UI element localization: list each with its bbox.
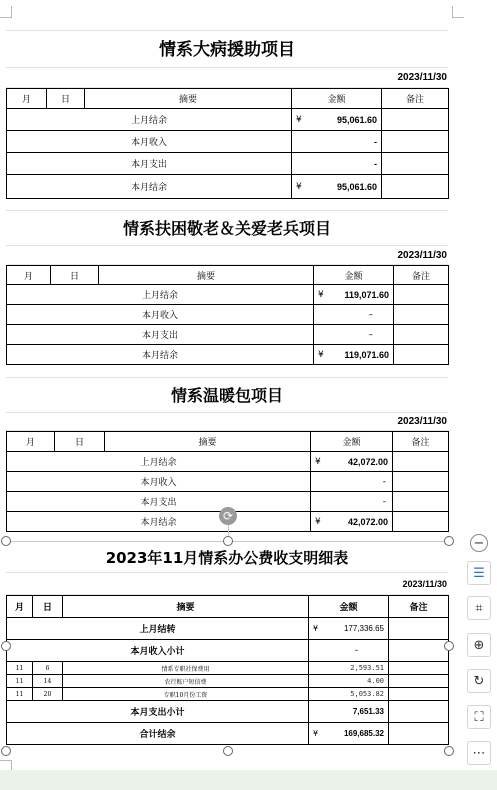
- item-desc: 专职10月份工资: [63, 688, 309, 701]
- collapse-icon[interactable]: −: [470, 534, 488, 552]
- table-row: [7, 285, 449, 305]
- amount-value: 119,071.60: [344, 289, 389, 300]
- total-label: 合计结余: [7, 723, 309, 745]
- row-amount: [314, 345, 394, 365]
- crop-icon[interactable]: ⌗: [467, 596, 491, 620]
- table-row: [7, 472, 449, 492]
- status-bar: [0, 770, 497, 790]
- resize-handle[interactable]: [1, 641, 11, 651]
- page-corner-mark: [452, 6, 464, 18]
- currency-symbol: ¥: [296, 114, 302, 125]
- row-label: 本月支出: [7, 492, 311, 512]
- more-icon[interactable]: ⋯: [467, 741, 491, 765]
- rotate-icon[interactable]: ↻: [467, 669, 491, 693]
- item-desc: 农行账户短信费: [63, 675, 309, 688]
- row-amount: -: [311, 492, 393, 512]
- amount-value: 95,061.60: [336, 114, 377, 125]
- row-remark: [389, 688, 449, 701]
- amount-value: 42,072.00: [347, 516, 388, 527]
- section-date: 2023/11/30: [6, 246, 448, 265]
- table-header-row: [7, 89, 449, 109]
- resize-handle[interactable]: [1, 746, 11, 756]
- item-amount: 2,593.51: [309, 662, 389, 675]
- header-remark: 备注: [394, 266, 449, 285]
- header-summary: 摘要: [63, 596, 309, 618]
- section-title: 情系扶困敬老＆关爱老兵项目: [6, 210, 448, 246]
- currency-symbol: ¥: [315, 456, 321, 467]
- carry-label: 上月结转: [7, 618, 309, 640]
- table-row: [7, 345, 449, 365]
- table-row: [7, 675, 449, 688]
- amount-value: 42,072.00: [347, 456, 388, 467]
- section-title: 2023年11月情系办公费收支明细表: [6, 541, 448, 573]
- item-amount: 4.00: [309, 675, 389, 688]
- resize-handle[interactable]: [444, 536, 454, 546]
- row-amount: –: [314, 305, 394, 325]
- item-day: 6: [33, 662, 63, 675]
- row-remark: [382, 109, 449, 131]
- header-day: 日: [51, 266, 99, 285]
- header-remark: 备注: [389, 596, 449, 618]
- row-amount: -: [311, 472, 393, 492]
- item-day: 20: [33, 688, 63, 701]
- header-day: 日: [47, 89, 85, 109]
- currency-symbol: ¥: [296, 181, 302, 192]
- table-row: [7, 109, 449, 131]
- row-remark: [394, 305, 449, 325]
- row-remark: [382, 175, 449, 199]
- row-label: 本月结余: [7, 345, 314, 365]
- row-label: 上月结余: [7, 452, 311, 472]
- zoom-in-icon[interactable]: ⊕: [467, 633, 491, 657]
- header-summary: 摘要: [105, 432, 311, 452]
- amount-value: 95,061.60: [336, 181, 377, 192]
- section-title: 情系温暖包项目: [6, 377, 448, 413]
- table-row: [7, 662, 449, 675]
- table-row: [7, 131, 449, 153]
- row-label: 上月结余: [7, 109, 292, 131]
- resize-handle[interactable]: [223, 746, 233, 756]
- item-month: 11: [7, 675, 33, 688]
- expense-amount: 7,651.33: [309, 701, 389, 723]
- header-amount: 金额: [292, 89, 382, 109]
- table-row: [7, 452, 449, 472]
- row-label: 本月收入: [7, 472, 311, 492]
- carry-amount: [309, 618, 389, 640]
- header-month: 月: [7, 89, 47, 109]
- header-month: 月: [7, 266, 51, 285]
- row-label: 上月结余: [7, 285, 314, 305]
- row-remark: [393, 472, 449, 492]
- income-amount: -: [309, 640, 389, 662]
- fit-screen-icon[interactable]: ⛶: [467, 705, 491, 729]
- section-title: 情系大病援助项目: [6, 30, 448, 68]
- row-remark: [389, 618, 449, 640]
- table-row: [7, 701, 449, 723]
- table-header-row: [7, 596, 449, 618]
- item-month: 11: [7, 688, 33, 701]
- section-illness-aid: [6, 30, 448, 199]
- row-remark: [393, 512, 449, 532]
- table-header-row: [7, 432, 449, 452]
- section-date: 2023/11/30: [6, 68, 448, 88]
- row-label: 本月支出: [7, 153, 292, 175]
- row-amount: -: [292, 153, 382, 175]
- row-remark: [393, 492, 449, 512]
- row-label: 本月结余: [7, 175, 292, 199]
- currency-symbol: ¥: [313, 729, 319, 738]
- income-label: 本月收入小计: [7, 640, 309, 662]
- table-row: [7, 618, 449, 640]
- row-remark: [382, 131, 449, 153]
- amount-value: 177,336.65: [343, 624, 384, 633]
- section-date: 2023/11/30: [6, 573, 448, 595]
- row-remark: [389, 675, 449, 688]
- row-remark: [394, 345, 449, 365]
- header-remark: 备注: [393, 432, 449, 452]
- row-remark: [394, 285, 449, 305]
- resize-handle[interactable]: [1, 536, 11, 546]
- table-row: [7, 153, 449, 175]
- item-desc: 情系专职社保费用: [63, 662, 309, 675]
- table-row: [7, 640, 449, 662]
- expense-label: 本月支出小计: [7, 701, 309, 723]
- resize-handle[interactable]: [444, 746, 454, 756]
- header-amount: 金额: [311, 432, 393, 452]
- row-label: 本月结余: [7, 512, 311, 532]
- rotate-handle-icon[interactable]: ⟳: [219, 507, 237, 525]
- table-row: [7, 688, 449, 701]
- row-remark: [394, 325, 449, 345]
- currency-symbol: ¥: [313, 624, 319, 633]
- amount-value: 119,071.60: [344, 349, 389, 360]
- row-amount: [314, 285, 394, 305]
- table-header-row: [7, 266, 449, 285]
- header-month: 月: [7, 596, 33, 618]
- row-label: 本月支出: [7, 325, 314, 345]
- row-amount: –: [314, 325, 394, 345]
- header-day: 日: [55, 432, 105, 452]
- row-amount: [311, 452, 393, 472]
- item-month: 11: [7, 662, 33, 675]
- item-amount: 5,053.82: [309, 688, 389, 701]
- page-corner-mark: [0, 6, 12, 18]
- section-office-expense[interactable]: [6, 541, 448, 745]
- header-amount: 金额: [309, 596, 389, 618]
- row-label: 本月收入: [7, 305, 314, 325]
- table-row: [7, 325, 449, 345]
- row-label: 本月收入: [7, 131, 292, 153]
- ledger-table: [6, 88, 449, 199]
- row-amount: [292, 175, 382, 199]
- row-remark: [382, 153, 449, 175]
- resize-handle[interactable]: [223, 536, 233, 546]
- currency-symbol: ¥: [318, 349, 324, 360]
- section-elderly-veterans: [6, 210, 448, 365]
- row-amount: [292, 109, 382, 131]
- header-summary: 摘要: [85, 89, 292, 109]
- table-row: [7, 305, 449, 325]
- wrap-text-icon[interactable]: ☰: [467, 561, 491, 585]
- row-remark: [393, 452, 449, 472]
- ledger-table: [6, 265, 449, 365]
- currency-symbol: ¥: [318, 289, 324, 300]
- ledger-table: [6, 595, 449, 745]
- section-date: 2023/11/30: [6, 413, 448, 431]
- header-amount: 金额: [314, 266, 394, 285]
- item-day: 14: [33, 675, 63, 688]
- amount-value: 169,685.32: [343, 729, 384, 738]
- row-remark: [389, 701, 449, 723]
- row-remark: [389, 640, 449, 662]
- row-amount: [311, 512, 393, 532]
- resize-handle[interactable]: [444, 641, 454, 651]
- row-remark: [389, 723, 449, 745]
- currency-symbol: ¥: [315, 516, 321, 527]
- table-row: [7, 175, 449, 199]
- header-remark: 备注: [382, 89, 449, 109]
- header-month: 月: [7, 432, 55, 452]
- row-remark: [389, 662, 449, 675]
- header-summary: 摘要: [99, 266, 314, 285]
- total-amount: [309, 723, 389, 745]
- table-row: [7, 723, 449, 745]
- header-day: 日: [33, 596, 63, 618]
- row-amount: -: [292, 131, 382, 153]
